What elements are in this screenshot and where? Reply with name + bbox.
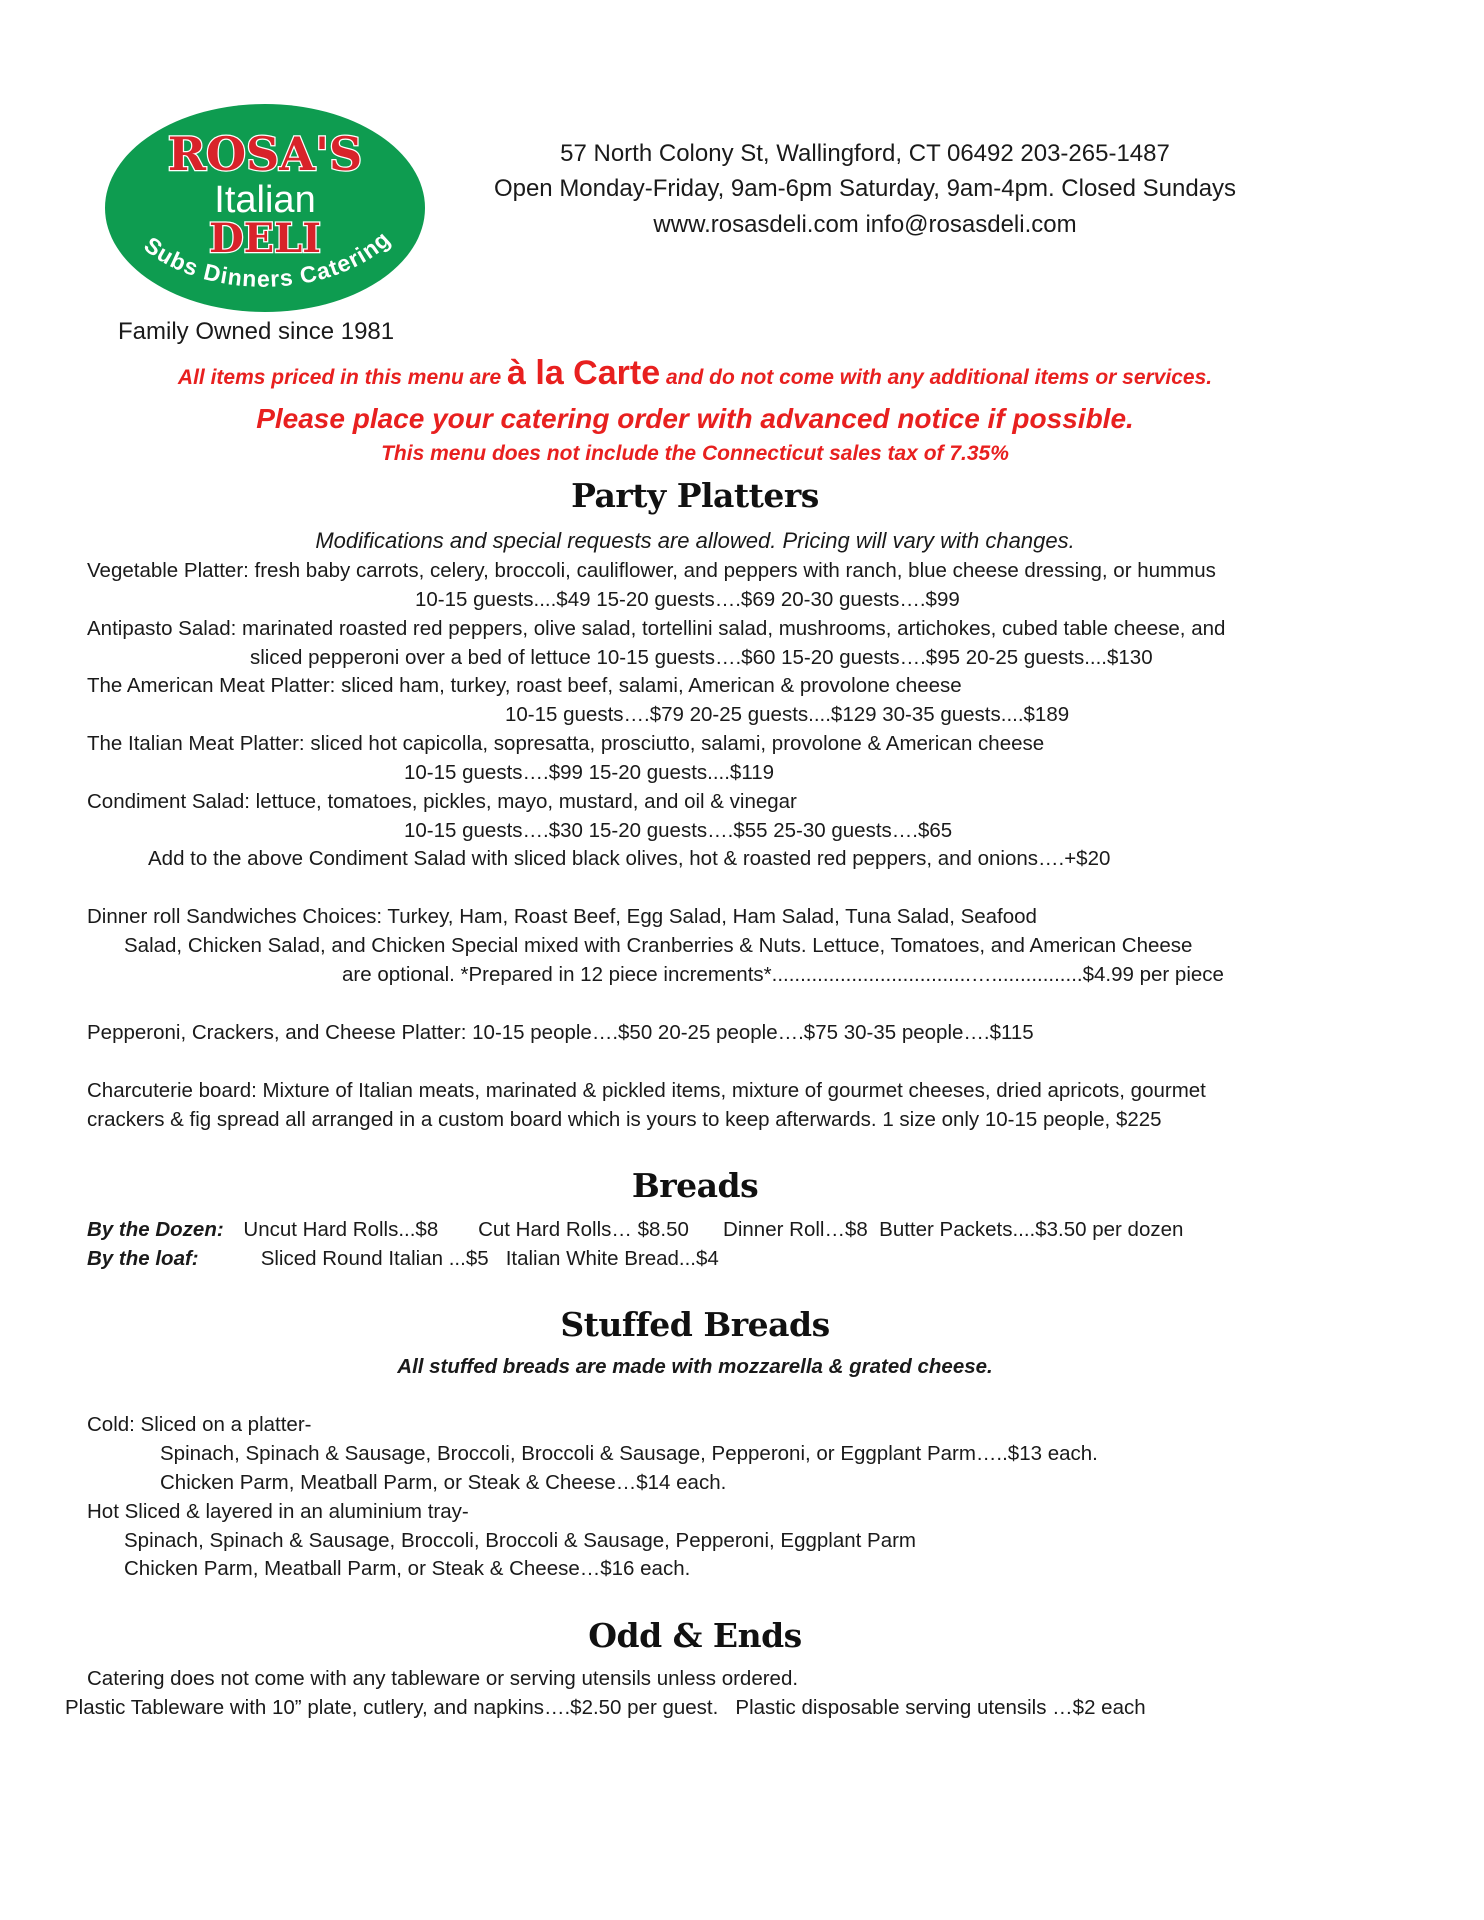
charcuterie-line2: crackers & fig spread all arranged in a custom board which is yours to keep afterwards. 1 size only 10-15 people, $225 (87, 1108, 1162, 1131)
notice-tax: This menu does not include the Connecticut sales tax of 7.35% (381, 442, 1009, 465)
breads-heading: Breads (631, 1166, 759, 1205)
dinner-line1: Dinner roll Sandwiches Choices: Turkey, Ham, Roast Beef, Egg Salad, Ham Salad, Tuna Salad, Seafood (87, 905, 1037, 928)
notice-advanced: Please place your catering order with advanced notice if possible. (256, 403, 1134, 434)
logo-name: ROSA'S (167, 127, 363, 181)
american-line2: 10-15 guests….$79 20-25 guests....$129 30-35 guests....$189 (505, 703, 1070, 726)
italian-line2: 10-15 guests….$99 15-20 guests....$119 (404, 761, 775, 784)
breads-loaf-label: By the loaf: (87, 1247, 199, 1270)
logo-arc-path: Subs Dinners Catering (139, 225, 396, 292)
stuffed-subtitle: All stuffed breads are made with mozzarella & grated cheese. (397, 1355, 993, 1378)
italian-line1: The Italian Meat Platter: sliced hot capicolla, sopresatta, prosciutto, salami, provolone & American cheese (87, 732, 1045, 755)
antipasto-line2: sliced pepperoni over a bed of lettuce 10-15 guests….$60 15-20 guests….$95 20-25 guests....$130 (250, 646, 1153, 669)
odd-ends-line1: Catering does not come with any tableware or serving utensils unless ordered. (87, 1667, 799, 1690)
dinner-line2: Salad, Chicken Salad, and Chicken Special mixed with Cranberries & Nuts. Lettuce, Tomatoes, and American Cheese (124, 934, 1193, 957)
breads-loaf-row (87, 1247, 719, 1271)
stuffed-cold: Cold: Sliced on a platter- (87, 1413, 312, 1436)
contact-web: www.rosasdeli.com info@rosasdeli.com (653, 211, 1077, 238)
stuffed-hot-line1: Spinach, Spinach & Sausage, Broccoli, Broccoli & Sausage, Pepperoni, Eggplant Parm (124, 1529, 916, 1552)
logo-italian: Italian (214, 179, 316, 221)
breads-loaf-items: Sliced Round Italian ...$5 Italian White Bread...$4 (260, 1247, 719, 1270)
stuffed-cold-line1: Spinach, Spinach & Sausage, Broccoli, Broccoli & Sausage, Pepperoni, or Eggplant Parm…..$13 each. (160, 1442, 1098, 1465)
tagline: Family Owned since 1981 (118, 318, 395, 345)
stuffed-hot: Hot Sliced & layered in an aluminium tray- (87, 1500, 469, 1523)
stuffed-cold-line2: Chicken Parm, Meatball Parm, or Steak & Cheese…$14 each. (160, 1471, 727, 1494)
party-platters-heading: Party Platters (571, 476, 819, 515)
contact-address: 57 North Colony St, Wallingford, CT 06492 203-265-1487 (560, 140, 1170, 167)
party-subtitle: Modifications and special requests are allowed. Pricing will vary with changes. (315, 528, 1075, 553)
dinner-line3: are optional. *Prepared in 12 piece increments*...................................…................$4.99 per piece (342, 963, 1224, 986)
breads-dozen-label: By the Dozen: (87, 1218, 224, 1241)
odd-ends-line2: Plastic Tableware with 10” plate, cutlery, and napkins….$2.50 per guest. Plastic disposable serving utensils …$2 each (65, 1696, 1146, 1719)
breads-dozen-row (87, 1218, 1183, 1242)
antipasto-line1: Antipasto Salad: marinated roasted red peppers, olive salad, tortellini salad, mushrooms, artichokes, cubed table cheese, and (87, 617, 1226, 640)
condiment-line1: Condiment Salad: lettuce, tomatoes, pickles, mayo, mustard, and oil & vinegar (87, 790, 797, 813)
charcuterie-line1: Charcuterie board: Mixture of Italian meats, marinated & pickled items, mixture of gourmet cheeses, dried apricots, gourmet (87, 1079, 1206, 1102)
notice-pre: All items priced in this menu are (177, 366, 502, 389)
stuffed-hot-line2: Chicken Parm, Meatball Parm, or Steak & Cheese…$16 each. (124, 1557, 691, 1580)
condiment-line2: 10-15 guests….$30 15-20 guests….$55 25-30 guests….$65 (404, 819, 953, 842)
notice-a-la-carte (0, 354, 1390, 393)
veg-line2: 10-15 guests....$49 15-20 guests….$69 20-30 guests….$99 (415, 588, 960, 611)
odd-ends-heading: Odd & Ends (588, 1616, 802, 1655)
american-line1: The American Meat Platter: sliced ham, turkey, roast beef, salami, American & provolone cheese (87, 674, 962, 697)
condiment-line3: Add to the above Condiment Salad with sliced black olives, hot & roasted red peppers, and onions….+$20 (148, 847, 1111, 870)
notice-big: à la Carte (507, 354, 661, 392)
veg-line1: Vegetable Platter: fresh baby carrots, celery, broccoli, cauliflower, and peppers with ranch, blue cheese dressing, or hummus (87, 559, 1216, 582)
contact-hours: Open Monday-Friday, 9am-6pm Saturday, 9am-4pm. Closed Sundays (493, 175, 1237, 202)
rosas-deli-logo (100, 100, 430, 320)
stuffed-breads-heading: Stuffed Breads (560, 1305, 830, 1344)
breads-dozen-items: Uncut Hard Rolls...$8 Cut Hard Rolls… $8.50 Dinner Roll…$8 Butter Packets....$3.50 per dozen (243, 1218, 1184, 1241)
logo-deli: DELI (208, 215, 322, 262)
pepperoni-platter: Pepperoni, Crackers, and Cheese Platter: 10-15 people….$50 20-25 people….$75 30-35 people….$115 (87, 1021, 1034, 1044)
notice-post: and do not come with any additional items or services. (665, 366, 1213, 389)
